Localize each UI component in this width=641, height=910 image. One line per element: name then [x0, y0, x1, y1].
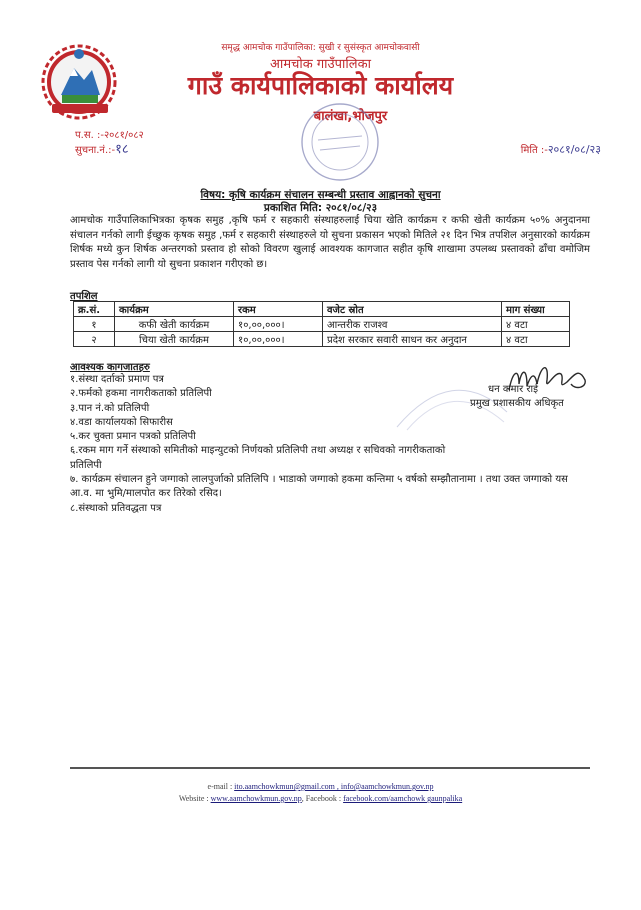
subject-title: विषय: कृषि कार्यक्रम संचालन सम्बन्धी प्रस्ताव आह्वानको सुचना: [200, 189, 441, 201]
email-link[interactable]: ito.aamchowkmun@gmail.com , info@aamchowkmun.gov.np: [234, 782, 434, 791]
office-name: गाउँ कार्यपालिकाको कार्यालय: [187, 71, 454, 100]
date-label: मिति :-: [520, 145, 548, 156]
notice-no-value: १८: [115, 142, 129, 157]
subject-heading: [0, 188, 641, 202]
column-header: रकम: [234, 302, 323, 317]
column-header: वजेट स्रोत: [323, 302, 502, 317]
municipality-name: आमचोक गाउँपालिका: [270, 57, 371, 72]
column-header: कार्यक्रम: [115, 302, 234, 317]
signatory-title: प्रमुख प्रशासकीय अधिकृत: [470, 398, 564, 409]
list-item: २.फर्मको हकमा नागरीकताको प्रतिलिपी: [70, 388, 212, 400]
footer-email: [0, 782, 641, 791]
footer-web: Website : www.aamchowkmun.gov.np, Facebook : facebook.com/aamchowk gaunpalika: [178, 794, 463, 803]
notice-number: [75, 143, 144, 158]
website-label: Website :: [178, 794, 209, 803]
signatory-name: धन कमार राई: [488, 384, 538, 395]
list-item: ६.रकम माग गर्ने संस्थाको समितीको माइन्युटको निर्णयको प्रतिलिपी तथा अध्यक्ष र सचिवको नागरीकताको प्रतिलिपी: [70, 445, 446, 471]
documents-title: आवश्यक कागजातहरु: [70, 362, 150, 373]
date-value: २०८१/०८/२३: [547, 143, 601, 156]
table-cell: ४ वटा: [502, 317, 570, 332]
facebook-link[interactable]: facebook.com/aamchowk gaunpalika: [343, 794, 463, 803]
table-cell: २: [74, 332, 115, 347]
table-cell: १०,००,०००।: [234, 332, 323, 347]
header-motto: समृद्ध आमचोक गाउँपालिका: सुखी र सुसंस्कृत आमचोकवासी: [221, 43, 420, 53]
fiscal-ref: [75, 129, 144, 143]
office-address: बालंखा,भोजपुर: [313, 109, 388, 124]
column-header: माग संख्या: [502, 302, 570, 317]
list-item: ७. कार्यक्रम संचालन हुने जग्गाको लालपुर्जाको प्रतिलिपि । भाडाको जग्गाको हकमा कन्तिमा ५ वर्षको सम्झौतानामा । तथा उक्त जग्गाको यस आ.व. मा भुमि/मालपोत कर तिरेको रसिद।: [70, 474, 568, 500]
list-item: ५.कर चुक्ता प्रमान पत्रको प्रतिलिपी: [70, 431, 196, 443]
table-cell: आन्तरीक राजश्व: [323, 317, 502, 332]
notice-no-label: सुचना.नं.:-: [75, 145, 116, 156]
reference-block: [75, 129, 144, 158]
table-title: तपशिल: [70, 291, 98, 302]
list-item: ८.संस्थाको प्रतिवद्धता पत्र: [70, 502, 162, 514]
fiscal-ref-label: प.स. :-: [75, 130, 104, 141]
office-stamp-icon: [298, 100, 382, 184]
program-table: [73, 301, 570, 347]
list-item: ४.वडा कार्यालयको सिफारीस: [70, 416, 173, 428]
footer-divider: [70, 767, 590, 769]
facebook-label: Facebook :: [305, 794, 342, 803]
table-cell: कफी खेती कार्यक्रम: [115, 317, 234, 332]
table-cell: १: [74, 317, 115, 332]
notice-body: आमचोक गाउँपालिकाभित्रका कृषक समुह ,कृषि फर्म र सहकारी संस्थाहरुलाई चिया खेति कार्यक्रम र कफी खेती कार्यक्रम ५०% अनुदानमा संचालन गर्नको लागी ईच्छुक कृषक समुह ,फर्म र सहकारी संस्थाहरुले यो सुचना प्रकासन भएको मितिले २१ दिन भित्र तपशिल अनुसारको कार्यक्रम शिर्षक मध्ये कुन शिर्षक अन्तरगको प्रस्ताव हो सोको विवरण खुलाई आवश्यक कागजात सहीत कृषि शाखामा उपलब्ध प्रस्तावको ढाँचा वमोजिम प्रस्ताव पेस गर्नको लागी यो सुचना प्रकाशन गरीएको छ।: [70, 215, 590, 270]
table-cell: ४ वटा: [502, 332, 570, 347]
table-cell: प्रदेश सरकार सवारी साधन कर अनुदान: [323, 332, 502, 347]
list-item: ३.पान नं.को प्रतिलिपी: [70, 402, 150, 414]
published-date: प्रकाशित मिति: २०८१/०८/२३: [263, 202, 378, 214]
table-header-row: [74, 302, 570, 317]
list-item: १.संस्था दर्ताको प्रमाण पत्र: [70, 374, 164, 385]
notice-date: [521, 142, 601, 157]
table-cell: चिया खेती कार्यक्रम: [115, 332, 234, 347]
fiscal-ref-value: २०८१/०८२: [103, 130, 144, 141]
email-label: e-mail :: [207, 782, 233, 791]
table-cell: १०,००,०००।: [234, 317, 323, 332]
table-row: [74, 317, 570, 332]
table-row: [74, 332, 570, 347]
website-link[interactable]: www.aamchowkmun.gov.np: [210, 794, 302, 803]
column-header: क्र.सं.: [74, 302, 115, 317]
